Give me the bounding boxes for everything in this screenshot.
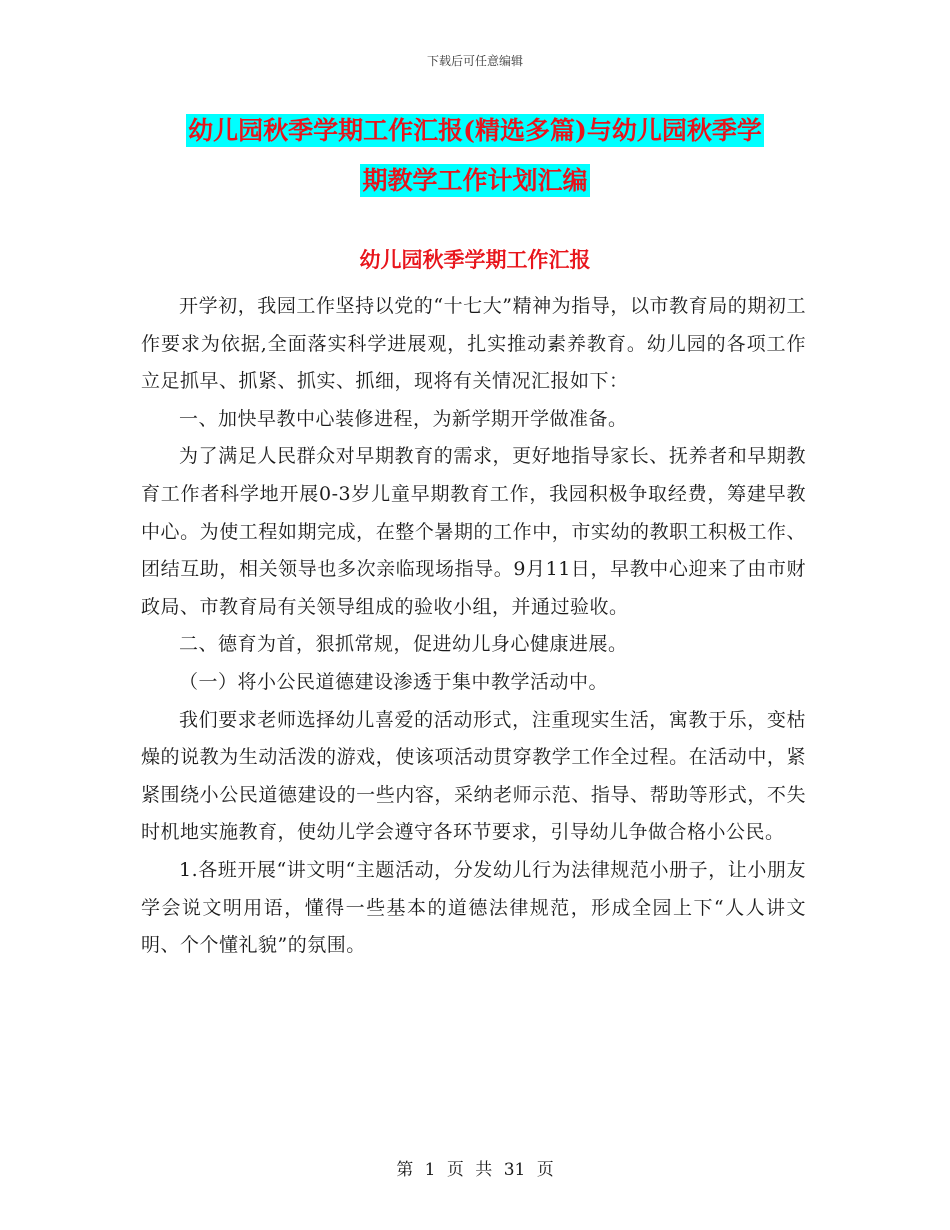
document-title-line-2: 期教学工作计划汇编: [362, 166, 588, 195]
page-number-footer: 第 1 页 共 31 页: [396, 1160, 554, 1180]
paragraph: 二、德育为首，狠抓常规，促进幼儿身心健康进展。: [179, 633, 628, 656]
header-note: 下载后可任意编辑: [426, 54, 523, 68]
document-body: [141, 288, 806, 965]
document-title: [150, 106, 800, 206]
paragraph: 1.各班开展“讲文明“主题活动，分发幼儿行为法律规范小册子，让小朋友学会说文明用语，懂得一些基本的道德法律规范，形成全园上下“人人讲文明、个个懂礼貌”的氛围。: [141, 858, 806, 957]
paragraph: 为了满足人民群众对早期教育的需求，更好地指导家长、抚养者和早期教育工作者科学地开展0-3岁儿童早期教育工作，我园积极争取经费，筹建早教中心。为使工程如期完成，在整个暑期的工作中，市实幼的教职工积极工作、团结互助，相关领导也多次亲临现场指导。9月11日，早教中心迎来了由市财政局、市教育局有关领导组成的验收小组，并通过验收。: [141, 445, 806, 618]
paragraph: （一）将小公民道德建设渗透于集中教学活动中。: [179, 670, 609, 693]
paragraph: 我们要求老师选择幼儿喜爱的活动形式，注重现实生活，寓教于乐，变枯燥的说教为生动活泼的游戏，使该项活动贯穿教学工作全过程。在活动中，紧紧围绕小公民道德建设的一些内容，采纳老师示范、指导、帮助等形式，不失时机地实施教育，使幼儿学会遵守各环节要求，引导幼儿争做合格小公民。: [141, 708, 806, 844]
paragraph: 一、加快早教中心装修进程，为新学期开学做准备。: [179, 407, 628, 430]
document-title-line-1: 幼儿园秋季学期工作汇报(精选多篇)与幼儿园秋季学: [188, 116, 762, 145]
section-title: 幼儿园秋季学期工作汇报: [359, 247, 591, 272]
paragraph: 开学初，我园工作坚持以党的“十七大”精神为指导，以市教育局的期初工作要求为依据,全面落实科学进展观，扎实推动素养教育。幼儿园的各项工作立足抓早、抓紧、抓实、抓细，现将有关情况汇报如下：: [141, 295, 806, 393]
